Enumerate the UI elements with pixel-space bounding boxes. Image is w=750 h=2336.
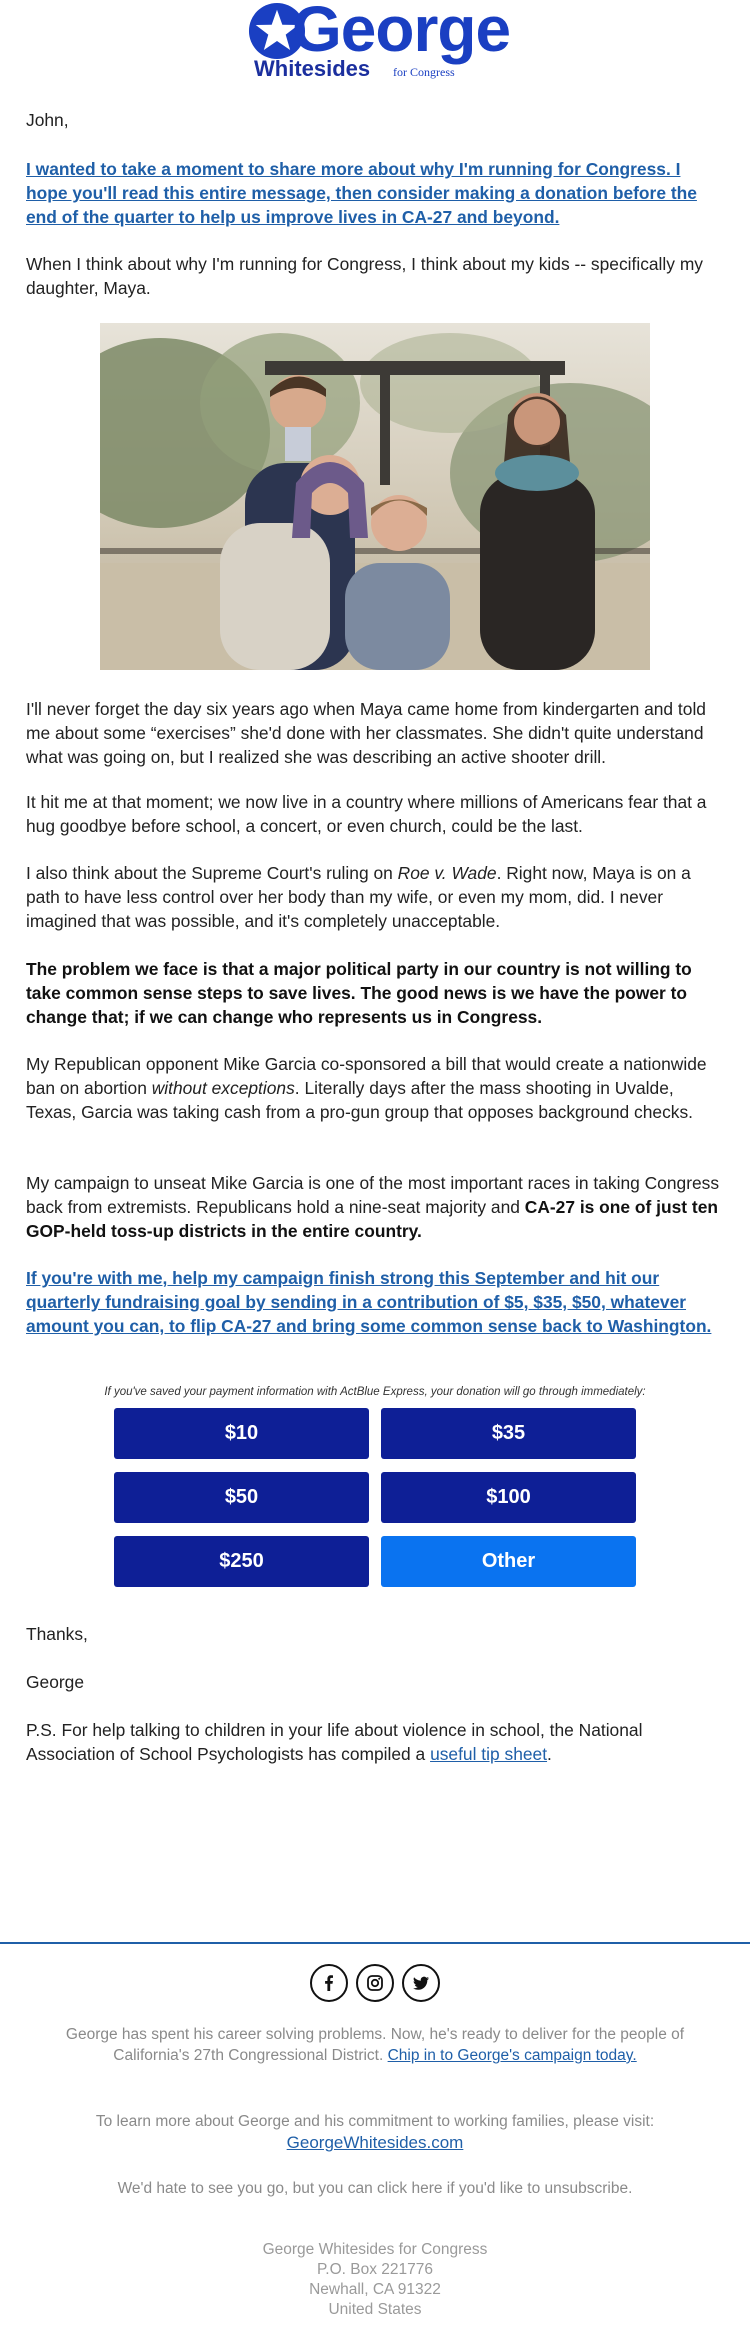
signature: George xyxy=(26,1672,85,1692)
address-line-4: United States xyxy=(328,2301,422,2318)
greeting: John, xyxy=(26,110,69,130)
paragraph-4 xyxy=(26,861,726,933)
family-photo xyxy=(100,323,650,670)
paragraph-6-text-b: . Literally days after the mass shooting in Uvalde, Texas, Garcia was taking cash from a pro-gun group that opposes background checks. xyxy=(26,1078,693,1122)
donate-100-button[interactable]: $100 xyxy=(381,1472,636,1523)
donate-250-button[interactable]: $250 xyxy=(114,1536,369,1587)
paragraph-6-text-a: My Republican opponent Mike Garcia co-sponsored a bill that would create a nationwide ban on abortion xyxy=(26,1054,707,1098)
paragraph-4-emphasis: Roe v. Wade xyxy=(397,863,497,883)
facebook-icon[interactable] xyxy=(310,1964,348,2002)
paragraph-2: I'll never forget the day six years ago when Maya came home from kindergarten and told me about some “exercises” she'd done with her classmates. She didn't quite understand what was going on, but I realized she was describing an active shooter drill. xyxy=(26,699,706,767)
logo-tagline: for Congress xyxy=(393,65,455,79)
donate-other-button[interactable]: Other xyxy=(381,1536,636,1587)
tip-sheet-link[interactable]: useful tip sheet xyxy=(430,1744,548,1764)
footer-site-link-wrapper xyxy=(60,2132,690,2153)
postscript xyxy=(26,1718,726,1766)
paragraph-7-bold: CA-27 is one of just ten GOP-held toss-up districts in the entire country. xyxy=(26,1197,719,1241)
footer-about xyxy=(60,2024,690,2066)
paragraph-4-text-b: . Right now, Maya is on a path to have less control over her body than my wife, or even my mom, did. I never imagined that was possible, and it's completely unacceptable. xyxy=(26,863,691,931)
campaign-logo[interactable] xyxy=(0,0,750,92)
donation-appeal-link[interactable]: If you're with me, help my campaign finish strong this September and hit our quarterly fundraising goal by sending in a contribution of $5, $35, $50, whatever amount you can, to flip CA-27 and bring some common sense back to Washington. xyxy=(26,1268,712,1336)
logo-surname: Whitesides xyxy=(254,56,371,81)
paragraph-6 xyxy=(26,1052,726,1124)
postscript-text: P.S. For help talking to children in your life about violence in school, the National Association of School Psychologists has compiled a xyxy=(26,1720,643,1764)
family-photo-illustration xyxy=(100,323,650,670)
footer-site-link[interactable]: GeorgeWhitesides.com xyxy=(286,2133,464,2152)
instagram-icon[interactable] xyxy=(356,1964,394,2002)
postscript-period: . xyxy=(547,1744,552,1764)
actblue-note: If you've saved your payment information with ActBlue Express, your donation will go through immediately: xyxy=(104,1386,646,1398)
address-line-3: Newhall, CA 91322 xyxy=(309,2281,441,2298)
address-line-1: George Whitesides for Congress xyxy=(262,2241,488,2258)
footer-chip-in-link[interactable]: Chip in to George's campaign today. xyxy=(387,2047,637,2064)
paragraph-7-text: My campaign to unseat Mike Garcia is one of the most important races in taking Congress back from extremists. Republicans hold a nine-seat majority and xyxy=(26,1173,720,1217)
paragraph-7 xyxy=(26,1171,726,1243)
paragraph-4-text-a: I also think about the Supreme Court's ruling on xyxy=(26,863,398,883)
sign-off-thanks: Thanks, xyxy=(26,1624,88,1644)
footer-unsubscribe[interactable]: We'd hate to see you go, but you can click here if you'd like to unsubscribe. xyxy=(117,2180,633,2197)
twitter-icon[interactable] xyxy=(402,1964,440,2002)
paragraph-1: When I think about why I'm running for Congress, I think about my kids -- specifically my daughter, Maya. xyxy=(26,254,703,298)
paragraph-6-emphasis: without exceptions xyxy=(151,1078,295,1098)
paragraph-3: It hit me at that moment; we now live in a country where millions of Americans fear that a hug goodbye before school, a concert, or even church, could be the last. xyxy=(26,792,707,836)
logo-name: George xyxy=(292,0,511,65)
address-line-2: P.O. Box 221776 xyxy=(316,2261,434,2278)
footer-learn-more: To learn more about George and his commitment to working families, please visit: xyxy=(95,2113,655,2130)
donate-10-button[interactable]: $10 xyxy=(114,1408,369,1459)
donate-35-button[interactable]: $35 xyxy=(381,1408,636,1459)
footer-divider xyxy=(0,1942,750,1944)
donate-50-button[interactable]: $50 xyxy=(114,1472,369,1523)
intro-donation-link[interactable]: I wanted to take a moment to share more about why I'm running for Congress. I hope you'll read this entire message, then consider making a donation before the end of the quarter to help us improve lives in CA-27 and beyond. xyxy=(26,159,697,227)
paragraph-5-bold: The problem we face is that a major political party in our country is not willing to take common sense steps to save lives. The good news is we have the power to change that; if we can change who represents us in Congress. xyxy=(26,959,692,1027)
footer-about-text: George has spent his career solving problems. Now, he's ready to deliver for the people of California's 27th Congressional District. xyxy=(65,2026,685,2064)
